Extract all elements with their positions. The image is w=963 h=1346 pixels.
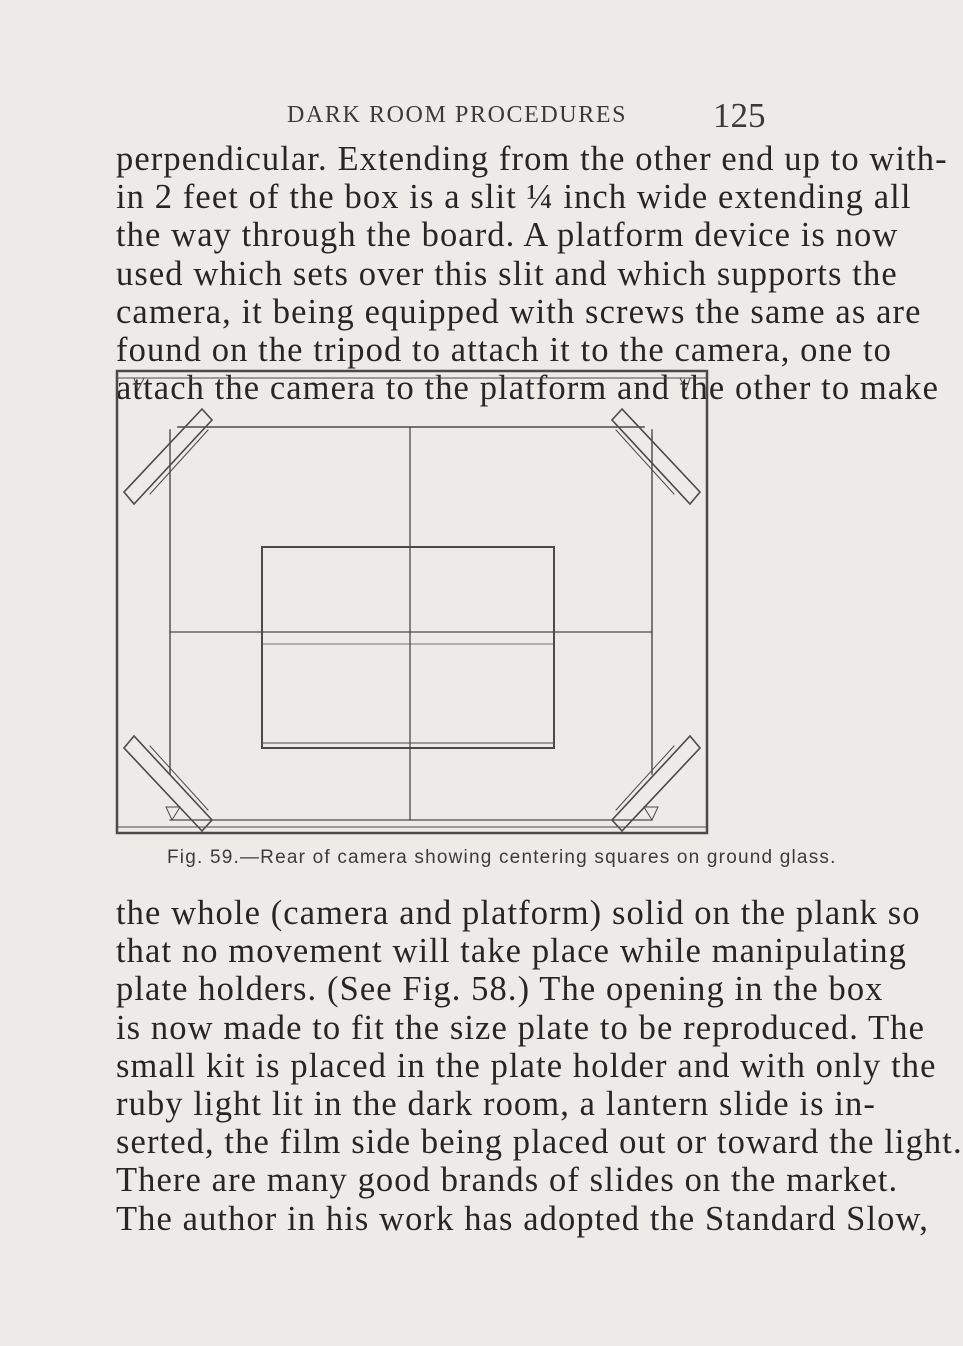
corner-brace-bottom-right xyxy=(612,736,700,831)
corner-notch xyxy=(166,807,180,820)
text-line: that no movement will take place while manipulating xyxy=(116,932,907,971)
text-line: plate holders. (See Fig. 58.) The opening in the box xyxy=(116,970,884,1009)
text-line: camera, it being equipped with screws the same as are xyxy=(116,292,922,331)
text-line: found on the tripod to attach it to the camera, one to xyxy=(116,331,893,370)
corner-notch xyxy=(134,378,144,390)
running-head xyxy=(0,96,800,144)
text-line: attach the camera to the platform and the other to make xyxy=(116,369,940,408)
text-line: There are many good brands of slides on the market. xyxy=(116,1161,899,1200)
figure-ground-glass xyxy=(114,364,940,856)
corner-notch xyxy=(644,807,658,820)
ground-glass-illustration xyxy=(114,364,940,856)
corner-brace-top-right xyxy=(612,409,700,504)
inner-rectangle xyxy=(262,547,554,748)
text-line: is now made to fit the size plate to be reproduced. The xyxy=(116,1008,926,1047)
text-line: used which sets over this slit and which supports the xyxy=(116,254,898,293)
paragraph-bottom xyxy=(116,894,963,1238)
text-line: the way through the board. A platform device is now xyxy=(116,216,899,255)
text-line: The author in his work has adopted the Standard Slow, xyxy=(116,1199,930,1238)
figure-caption: Fig. 59.—Rear of camera showing centering squares on ground glass. xyxy=(167,847,837,868)
text-line: perpendicular. Extending from the other end up to with- xyxy=(116,140,948,178)
outer-frame xyxy=(117,371,707,833)
text-line: ruby light lit in the dark room, a lantern slide is in- xyxy=(116,1085,876,1124)
corner-brace-top-left xyxy=(124,409,212,504)
text-line: in 2 feet of the box is a slit ¼ inch wide extending all xyxy=(116,178,912,217)
text-line: the whole (camera and platform) solid on the plank so xyxy=(116,894,921,932)
page-number: 125 xyxy=(713,96,766,135)
text-line: serted, the film side being placed out or toward the light. xyxy=(116,1123,963,1162)
corner-brace-bottom-left xyxy=(124,736,212,831)
running-title: DARK ROOM PROCEDURES xyxy=(287,102,628,128)
text-line: small kit is placed in the plate holder and with only the xyxy=(116,1046,937,1085)
corner-notch xyxy=(680,378,690,390)
